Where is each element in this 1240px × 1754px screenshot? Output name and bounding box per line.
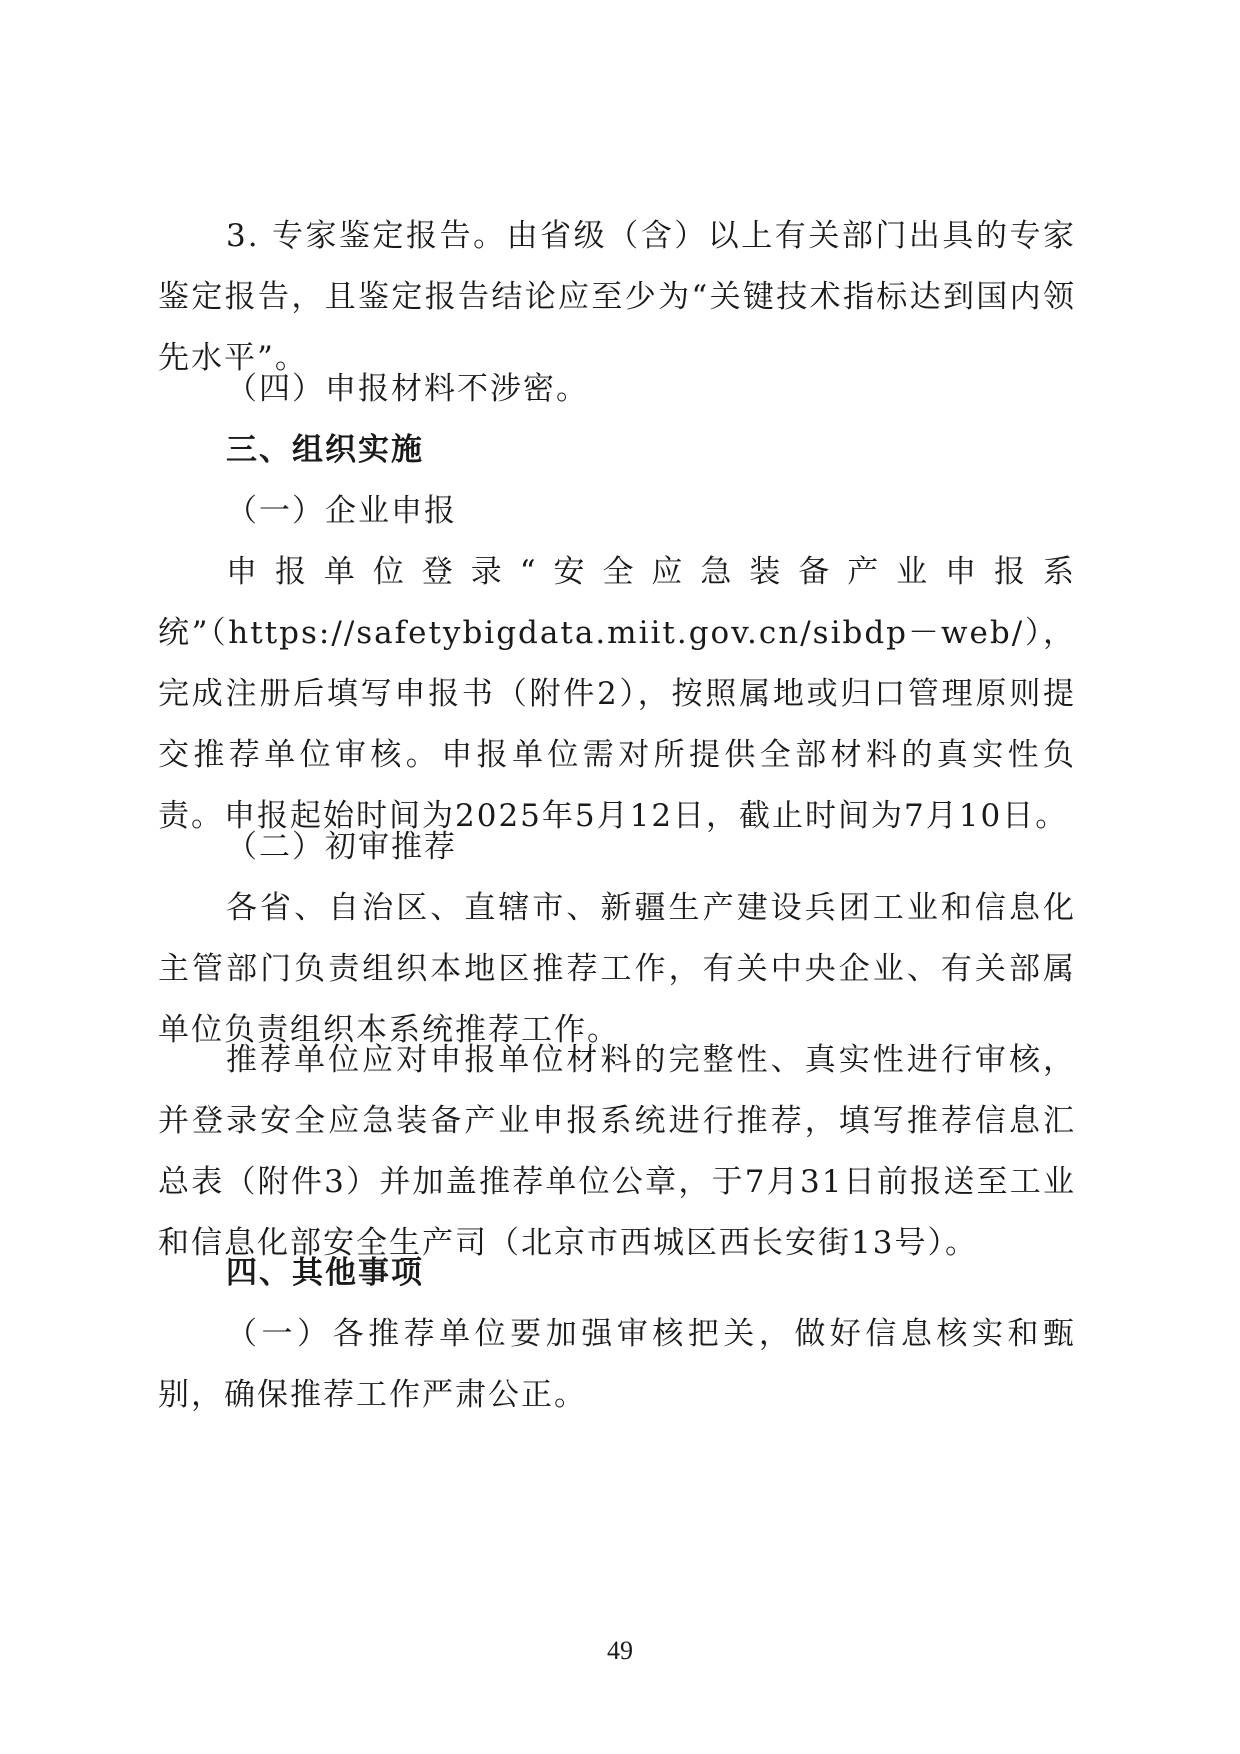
subheading-preliminary-review: （二）初审推荐 xyxy=(226,829,457,865)
paragraph-strict-review: （一）各推荐单位要加强审核把关，做好信息核实和甄别，确保推荐工作严肃公正。 xyxy=(158,1316,1076,1413)
section-heading-other-matters: 四、其他事项 xyxy=(226,1255,424,1291)
section-heading-implementation: 三、组织实施 xyxy=(226,432,424,468)
paragraph-expert-report: 3. 专家鉴定报告。由省级（含）以上有关部门出具的专家鉴定报告，且鉴定报告结论应至少为“关键技术指标达到国内领先水平”。 xyxy=(158,218,1076,376)
paragraph-no-classified: （四）申报材料不涉密。 xyxy=(226,371,589,407)
subheading-enterprise-application: （一）企业申报 xyxy=(226,493,457,529)
paragraph-recommendation-review: 推荐单位应对申报单位材料的完整性、真实性进行审核，并登录安全应急装备产业申报系统进行推荐，填写推荐信息汇总表（附件3）并加盖推荐单位公章，于7月31日前报送至工业和信息化部安全生产司（北京市西城区西长安街13号）。 xyxy=(158,1042,1076,1261)
paragraph-application-procedure: 申报单位登录“安全应急装备产业申报系统”（https://safetybigdata.miit.gov.cn/sibdp－web/），完成注册后填写申报书（附件2），按照属地或归口管理原则提交推荐单位审核。申报单位需对所提供全部材料的真实性负责。申报起始时间为2025年5月12日，截止时间为7月10日。 xyxy=(158,554,1076,834)
page-number: 49 xyxy=(607,1636,633,1665)
paragraph-recommendation-responsibility: 各省、自治区、直辖市、新疆生产建设兵团工业和信息化主管部门负责组织本地区推荐工作，有关中央企业、有关部属单位负责组织本系统推荐工作。 xyxy=(158,890,1076,1048)
